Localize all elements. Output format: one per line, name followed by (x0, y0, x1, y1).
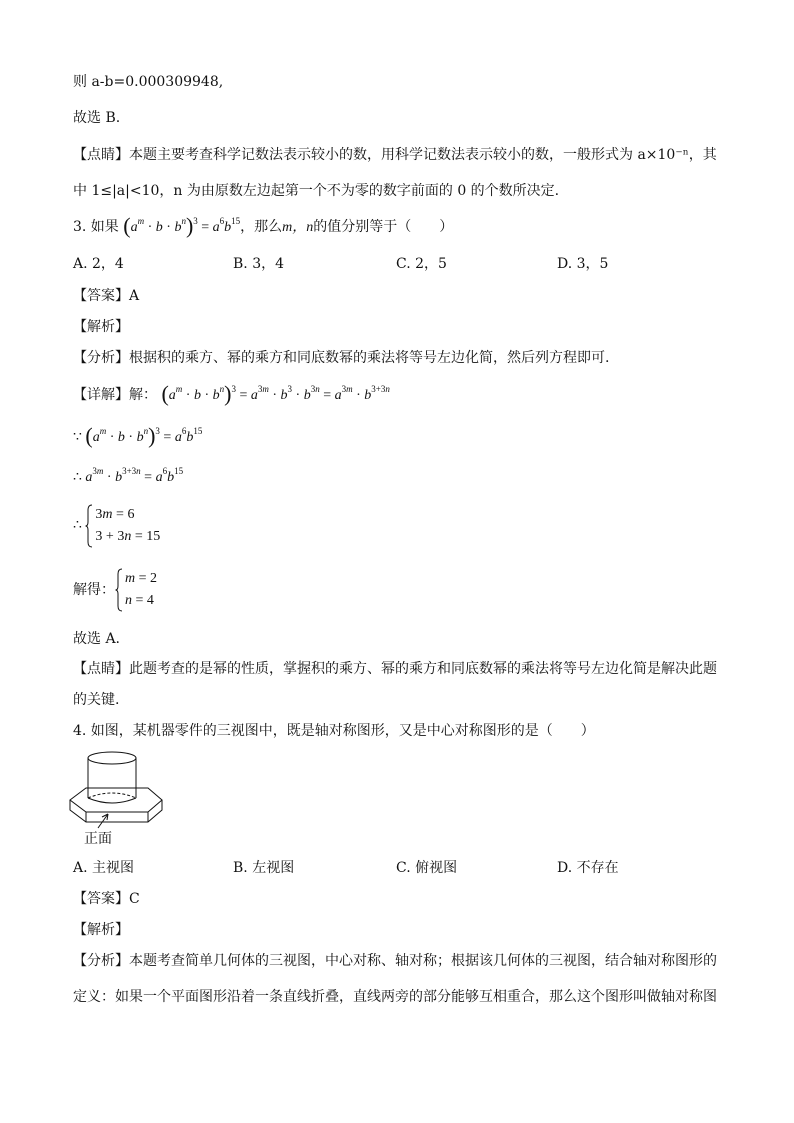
xiangjie-tag: 【详解】 (73, 387, 129, 403)
question-3 (73, 213, 454, 238)
line-ab-result: 则 a-b=0.000309948, (73, 74, 224, 90)
answer-4 (73, 889, 140, 909)
q3-option-c[interactable]: C. 2，5 (396, 256, 447, 272)
answer-tag: 【答案】 (73, 288, 129, 304)
q3-formula: $(a^m \cdot b \cdot b^n)^3 = a^6b^{15}$ (123, 213, 241, 238)
q3-vars: m，n (282, 220, 314, 235)
jiede-label: 解得： (73, 582, 115, 598)
answer-value: A (129, 288, 140, 304)
dianjing-3-text: 此题考查的是幂的性质，掌握积的乘方、幂的乘方和同底数幂的乘法将等号左边化简是解决此题 (129, 661, 717, 677)
fenxi-4 (73, 951, 717, 971)
answer-4-tag: 【答案】 (73, 891, 129, 907)
xiangjie-3 (73, 381, 390, 406)
q3-option-b[interactable]: B. 3，4 (233, 256, 285, 272)
question-4: 4. 如图，某机器零件的三视图中，既是轴对称图形，又是中心对称图形的是（ ） (73, 723, 595, 739)
dianjing-paragraph-2: 中 1≤|a|<10，n 为由原数左边起第一个不为零的数字前面的 0 的个数所决定. (73, 183, 560, 199)
fenxi-3 (73, 348, 609, 368)
line-choose-b: 故选 B. (73, 110, 121, 126)
q4-option-c[interactable]: C. 俯视图 (396, 860, 458, 876)
fenxi-4-cont: 定义：如果一个平面图形沿着一条直线折叠，直线两旁的部分能够互相重合，那么这个图形叫做轴对称图 (73, 989, 717, 1005)
therefore-line-1: ∴ $a^{3m} \cdot b^{3+3n} = a^6b^{15}$ (73, 466, 184, 485)
dianjing-tag: 【点睛】 (73, 147, 129, 163)
q3-option-d[interactable]: D. 3，5 (557, 256, 609, 272)
therefore-system: ∴ 3m = 6 3 + 3n = 15 (73, 504, 160, 548)
q4-option-a[interactable]: A. 主视图 (73, 860, 135, 876)
q4-option-d[interactable]: D. 不存在 (557, 860, 619, 876)
answer-4-value: C (129, 891, 140, 907)
answer-3 (73, 286, 139, 306)
fenxi-4-tag: 【分析】 (73, 953, 129, 969)
dianjing-3-cont: 的关键. (73, 692, 120, 708)
fenxi-tag: 【分析】 (73, 350, 129, 366)
dianjing-text: 本题主要考查科学记数法表示较小的数，用科学记数法表示较小的数，一般形式为 a×10⁻ⁿ，其 (129, 147, 717, 163)
machine-part-figure (66, 750, 166, 846)
xiangjie-formula: $(a^m \cdot b \cdot b^n)^3 = a^{3m} \cdot b^3 \cdot b^{3n} = a^{3m} \cdot b^{3+3n}$ (161, 381, 390, 406)
because-line: ∵ $(a^m \cdot b \cdot b^n)^3 = a^6b^{15}$ (73, 423, 203, 448)
figure-label: 正面 (84, 831, 112, 847)
q3-tail: 的值分别等于（ ） (313, 219, 454, 235)
q3-option-a[interactable]: A. 2，4 (73, 256, 124, 272)
jiexi-3: 【解析】 (73, 319, 129, 335)
dianjing-3 (73, 659, 717, 679)
solution-system: 解得： m = 2 n = 4 (73, 568, 157, 612)
q3-prefix: 3. 如果 (73, 219, 119, 235)
fenxi-text: 根据积的乘方、幂的乘方和同底数幂的乘法将等号左边化简，然后列方程即可. (129, 350, 610, 366)
dianjing-3-tag: 【点睛】 (73, 661, 129, 677)
q3-suffix: ，那么 (240, 219, 283, 235)
jiexi-4: 【解析】 (73, 922, 129, 938)
xiangjie-text: 解： (129, 387, 157, 403)
choose-a-line: 故选 A. (73, 631, 121, 647)
fenxi-4-text: 本题考查简单几何体的三视图，中心对称、轴对称；根据该几何体的三视图，结合轴对称图形的 (129, 953, 717, 969)
q4-option-b[interactable]: B. 左视图 (233, 860, 295, 876)
dianjing-paragraph-1 (73, 145, 717, 165)
